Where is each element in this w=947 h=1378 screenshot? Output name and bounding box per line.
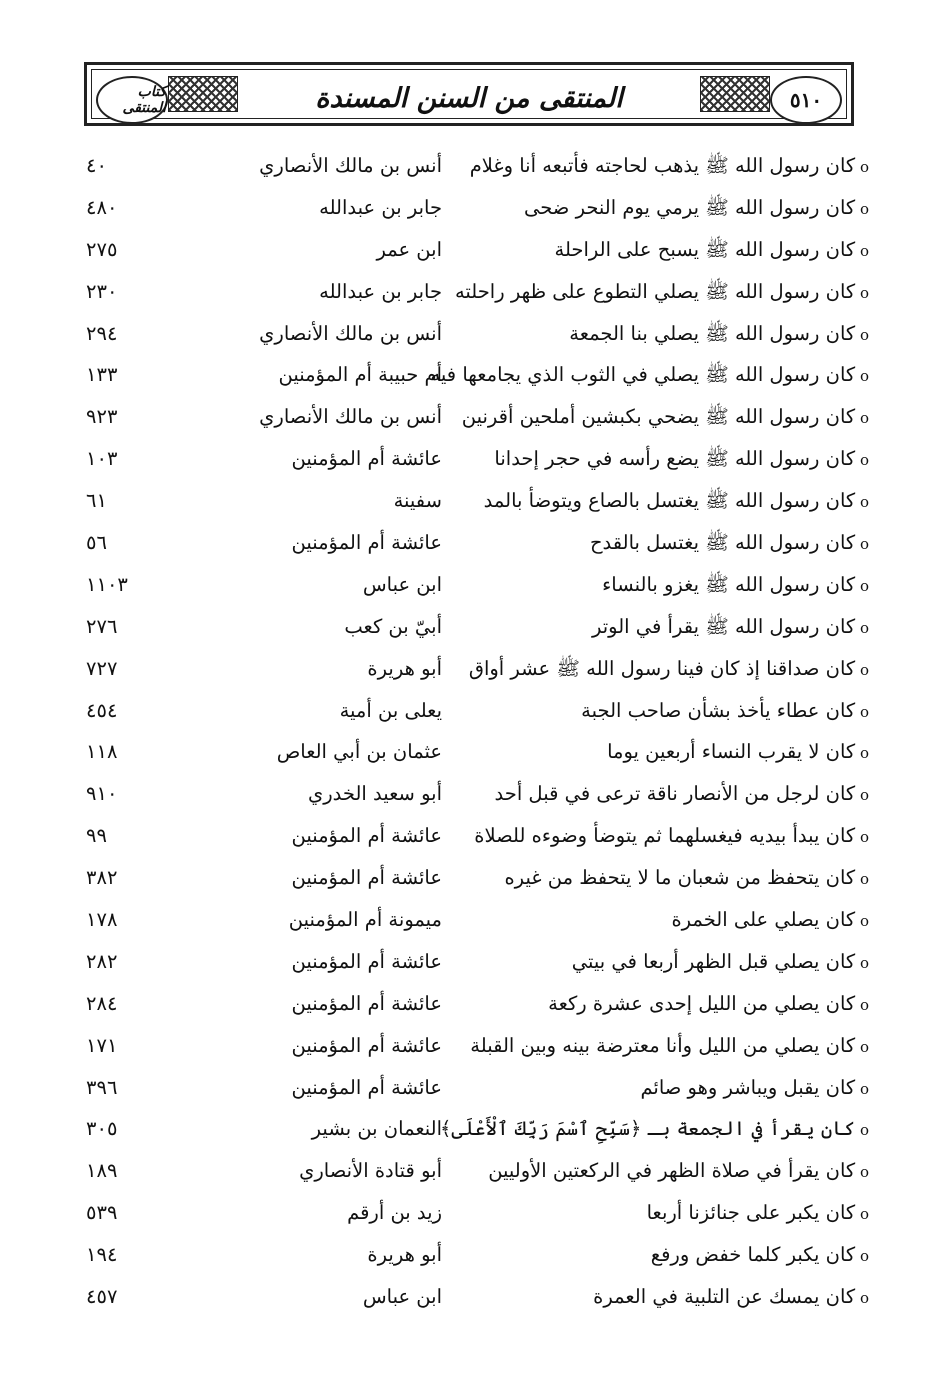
narrator-name: زيد بن أرقم [347, 1201, 442, 1225]
hadith-number: ٥٣٩ [86, 1201, 118, 1225]
index-row [0, 820, 947, 862]
narrator-name: أبيّ بن كعب [344, 614, 442, 638]
index-row [0, 485, 947, 527]
hadith-text: o كان رسول الله ﷺ يغتسل بالصاع ويتوضأ بالمد [484, 489, 869, 517]
header-ornament-left [168, 76, 238, 112]
hadith-number: ١٠٣ [86, 447, 118, 471]
index-row [0, 359, 947, 401]
narrator-name: ميمونة أم المؤمنين [288, 908, 442, 932]
hadith-number: ١٩٤ [86, 1243, 118, 1267]
narrator-name: أبو قتادة الأنصاري [299, 1159, 442, 1183]
narrator-name: أبو هريرة [367, 1243, 442, 1267]
hadith-text: o كان صداقنا إذ كان فينا رسول الله ﷺ عشر أواق [469, 657, 869, 685]
hadith-number: ٢٣٠ [86, 279, 118, 303]
index-row [0, 569, 947, 611]
narrator-name: أنس بن مالك الأنصاري [259, 405, 442, 429]
index-row [0, 276, 947, 318]
hadith-text: o كان رسول الله ﷺ يغزو بالنساء [602, 573, 869, 601]
hadith-text: o كان لا يقرب النساء أربعين يوما [607, 740, 869, 763]
index-row [0, 946, 947, 988]
narrator-name: جابر بن عبدالله [319, 195, 442, 219]
hadith-number: ٤٥٧ [86, 1285, 118, 1309]
hadith-number: ٦١ [86, 489, 107, 513]
narrator-name: ابن عباس [362, 1285, 442, 1309]
index-row [0, 1155, 947, 1197]
hadith-number: ١١٠٣ [86, 572, 128, 596]
index-row [0, 527, 947, 569]
index-row [0, 234, 947, 276]
narrator-name: أم حبيبة أم المؤمنين [278, 363, 442, 387]
narrator-name: أنس بن مالك الأنصاري [259, 154, 442, 177]
hadith-number: ٢٩٤ [86, 321, 118, 345]
index-row [0, 1281, 947, 1323]
hadith-number: ١٧٨ [86, 908, 118, 932]
index-list [0, 150, 947, 1323]
narrator-name: عائشة أم المؤمنين [291, 1033, 442, 1057]
hadith-text: o كان رسول الله ﷺ يضع رأسه في حجر إحدانا [494, 447, 869, 475]
narrator-name: سفينة [393, 489, 442, 513]
hadith-number: ٣٠٥ [86, 1117, 118, 1141]
index-row [0, 653, 947, 695]
narrator-name: عائشة أم المؤمنين [291, 824, 442, 848]
hadith-number: ٣٩٦ [86, 1075, 118, 1099]
narrator-name: عثمان بن أبي العاص [276, 740, 442, 764]
hadith-text: o كان يبدأ بيديه فيغسلهما ثم يتوضأ وضوءه للصلاة [474, 824, 869, 847]
index-row [0, 1197, 947, 1239]
hadith-number: ٢٧٦ [86, 614, 118, 638]
hadith-text: o كان رسول الله ﷺ يصلي بنا الجمعة [569, 322, 869, 350]
hadith-number: ٢٨٤ [86, 991, 118, 1015]
hadith-text: o كان يصلي قبل الظهر أربعا في بيتي [572, 950, 869, 973]
book-title: المنتقى من السنن المسندة [315, 82, 623, 114]
hadith-text: o كان عطاء يأخذ بشأن صاحب الجبة [581, 699, 869, 722]
narrator-name: النعمان بن بشير [311, 1117, 442, 1141]
index-row [0, 1113, 947, 1155]
hadith-text: o كان لرجل من الأنصار ناقة ترعى في قبل أحد [495, 782, 869, 805]
hadith-number: ١٧١ [86, 1033, 118, 1057]
book-emblem: كتاب المنتقى [96, 76, 168, 124]
narrator-name: أبو هريرة [367, 656, 442, 680]
narrator-name: يعلى بن أمية [339, 698, 442, 722]
hadith-text: o كان يكبر على جنائزنا أربعا [647, 1201, 869, 1224]
hadith-text: o كان رسول الله ﷺ يسبح على الراحلة [554, 238, 869, 266]
index-row [0, 443, 947, 485]
index-row [0, 862, 947, 904]
hadith-number: ٧٢٧ [86, 656, 118, 680]
hadith-number: ٩١٠ [86, 782, 118, 806]
narrator-name: ابن عباس [362, 572, 442, 596]
hadith-number: ٣٨٢ [86, 866, 118, 890]
index-row [0, 1030, 947, 1072]
hadith-text: o كان يصلي على الخمرة [671, 908, 869, 931]
index-row [0, 192, 947, 234]
narrator-name: جابر بن عبدالله [319, 279, 442, 303]
hadith-text: o كان يقرأ في صلاة الظهر في الركعتين الأوليين [488, 1159, 869, 1182]
hadith-text: o كان يصلي من الليل وأنا معترضة بينه وبين القبلة [470, 1034, 869, 1057]
hadith-text: o كان يقبل ويباشر وهو صائم [640, 1076, 869, 1099]
narrator-name: عائشة أم المؤمنين [291, 866, 442, 890]
narrator-name: عائشة أم المؤمنين [291, 991, 442, 1015]
index-row [0, 401, 947, 443]
hadith-text: o كان رسول الله ﷺ يقرأ في الوتر [592, 615, 869, 643]
hadith-number: ٤٠ [86, 154, 107, 177]
narrator-name: أبو سعيد الخدري [307, 782, 442, 806]
hadith-number: ٢٧٥ [86, 237, 118, 261]
hadith-number: ٢٨٢ [86, 949, 118, 973]
narrator-name: ابن عمر [376, 237, 442, 261]
index-row [0, 695, 947, 737]
hadith-text: o كان رسول الله ﷺ يصلي التطوع على ظهر راحلته [455, 280, 869, 308]
hadith-number: ٥٦ [86, 531, 107, 555]
index-row [0, 904, 947, 946]
hadith-number: ١٣٣ [86, 363, 118, 387]
hadith-text: o كان يتحفظ من شعبان ما لا يتحفظ من غيره [504, 866, 869, 889]
hadith-text: o كان رسول الله ﷺ يرمي يوم النحر ضحى [524, 196, 869, 224]
hadith-number: ٩٢٣ [86, 405, 118, 429]
hadith-number: ١٨٩ [86, 1159, 118, 1183]
narrator-name: أنس بن مالك الأنصاري [259, 321, 442, 345]
header-ornament-right [700, 76, 770, 112]
hadith-text: o كان يصلي من الليل إحدى عشرة ركعة [548, 992, 869, 1015]
index-row [0, 1072, 947, 1114]
narrator-name: عائشة أم المؤمنين [291, 949, 442, 973]
hadith-number: ١١٨ [86, 740, 118, 764]
hadith-text: o كان يمسك عن التلبية في العمرة [593, 1285, 869, 1308]
hadith-text: o كان يكبر كلما خفض ورفع [651, 1243, 869, 1266]
hadith-text: o كان رسول الله ﷺ يغتسل بالقدح [590, 531, 869, 559]
hadith-number: ٤٨٠ [86, 195, 118, 219]
index-row [0, 778, 947, 820]
header-inner-border [91, 69, 847, 119]
narrator-name: عائشة أم المؤمنين [291, 1075, 442, 1099]
index-row [0, 1239, 947, 1281]
index-row [0, 611, 947, 653]
index-row [0, 988, 947, 1030]
index-row [0, 150, 947, 192]
page-header [84, 62, 854, 126]
hadith-text: o كان رسول الله ﷺ يضحي بكبشين أملحين أقرنين [462, 405, 869, 433]
narrator-name: عائشة أم المؤمنين [291, 531, 442, 555]
hadith-text: o كان يقرأ في الجمعة بـ ﴿سَبِّحِ ٱسْمَ رَبِّكَ ٱلْأَعْلَى﴾ [440, 1117, 869, 1140]
hadith-number: ٩٩ [86, 824, 107, 848]
hadith-text: o كان رسول الله ﷺ يذهب لحاجته فأتبعه أنا وغلام [470, 154, 869, 182]
hadith-text: o كان رسول الله ﷺ يصلي في الثوب الذي يجامعها فيه [430, 363, 869, 391]
index-row [0, 736, 947, 778]
index-row [0, 318, 947, 360]
narrator-name: عائشة أم المؤمنين [291, 447, 442, 471]
page-number: ٥١٠ [770, 76, 842, 124]
hadith-number: ٤٥٤ [86, 698, 118, 722]
